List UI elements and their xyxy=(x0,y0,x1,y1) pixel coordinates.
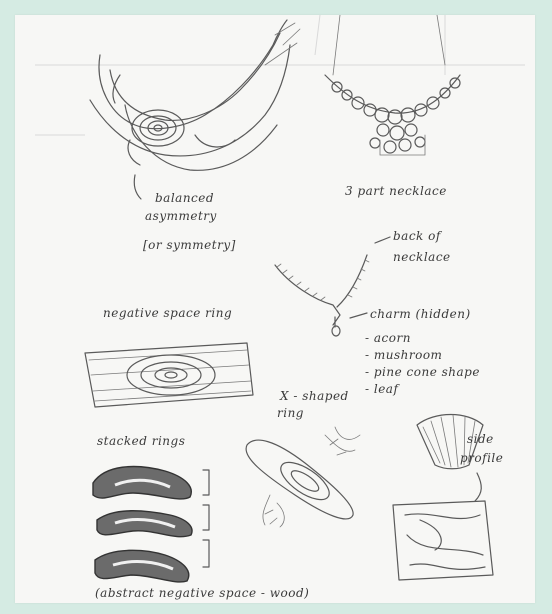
annotation-x-shaped: X - shaped xyxy=(280,389,349,403)
sketch-drawings xyxy=(15,15,535,603)
sketchbook-page xyxy=(15,15,535,603)
annotation-3-part-necklace: 3 part necklace xyxy=(345,184,447,198)
annotation-profile: profile xyxy=(460,451,504,465)
asymmetric-collar-sketch xyxy=(90,20,300,170)
annotation-mushroom: - mushroom xyxy=(365,348,443,362)
annotation-balanced: balanced xyxy=(155,191,215,205)
arrow-icon xyxy=(350,313,367,318)
annotation-back-of: back of xyxy=(393,229,441,243)
arrow-icon xyxy=(375,237,390,243)
annotation-acorn: - acorn xyxy=(365,331,411,345)
annotation-abstract-negative-space: (abstract negative space - wood) xyxy=(95,586,310,600)
annotation-leaf: - leaf xyxy=(365,382,399,396)
annotation-ring: ring xyxy=(277,406,304,420)
annotation-stacked-rings: stacked rings xyxy=(97,434,186,448)
annotation-asymmetry: asymmetry xyxy=(145,209,217,223)
annotation-side: side xyxy=(467,432,494,446)
three-part-necklace-sketch xyxy=(325,15,460,155)
annotation-negative-space-ring: negative space ring xyxy=(103,306,233,320)
annotation-pine-cone: - pine cone shape xyxy=(365,365,480,379)
annotation-charm: charm (hidden) xyxy=(370,307,471,321)
arrow-icon xyxy=(475,473,481,501)
x-shaped-ring-sketch xyxy=(246,427,360,527)
arrow-icon xyxy=(134,175,141,199)
annotation-or-symmetry: [or symmetry] xyxy=(143,238,236,252)
annotation-necklace: necklace xyxy=(393,250,451,264)
back-of-necklace-sketch xyxy=(275,255,369,336)
negative-space-ring-sketch xyxy=(85,343,253,407)
stacked-rings-sketch xyxy=(93,467,209,582)
